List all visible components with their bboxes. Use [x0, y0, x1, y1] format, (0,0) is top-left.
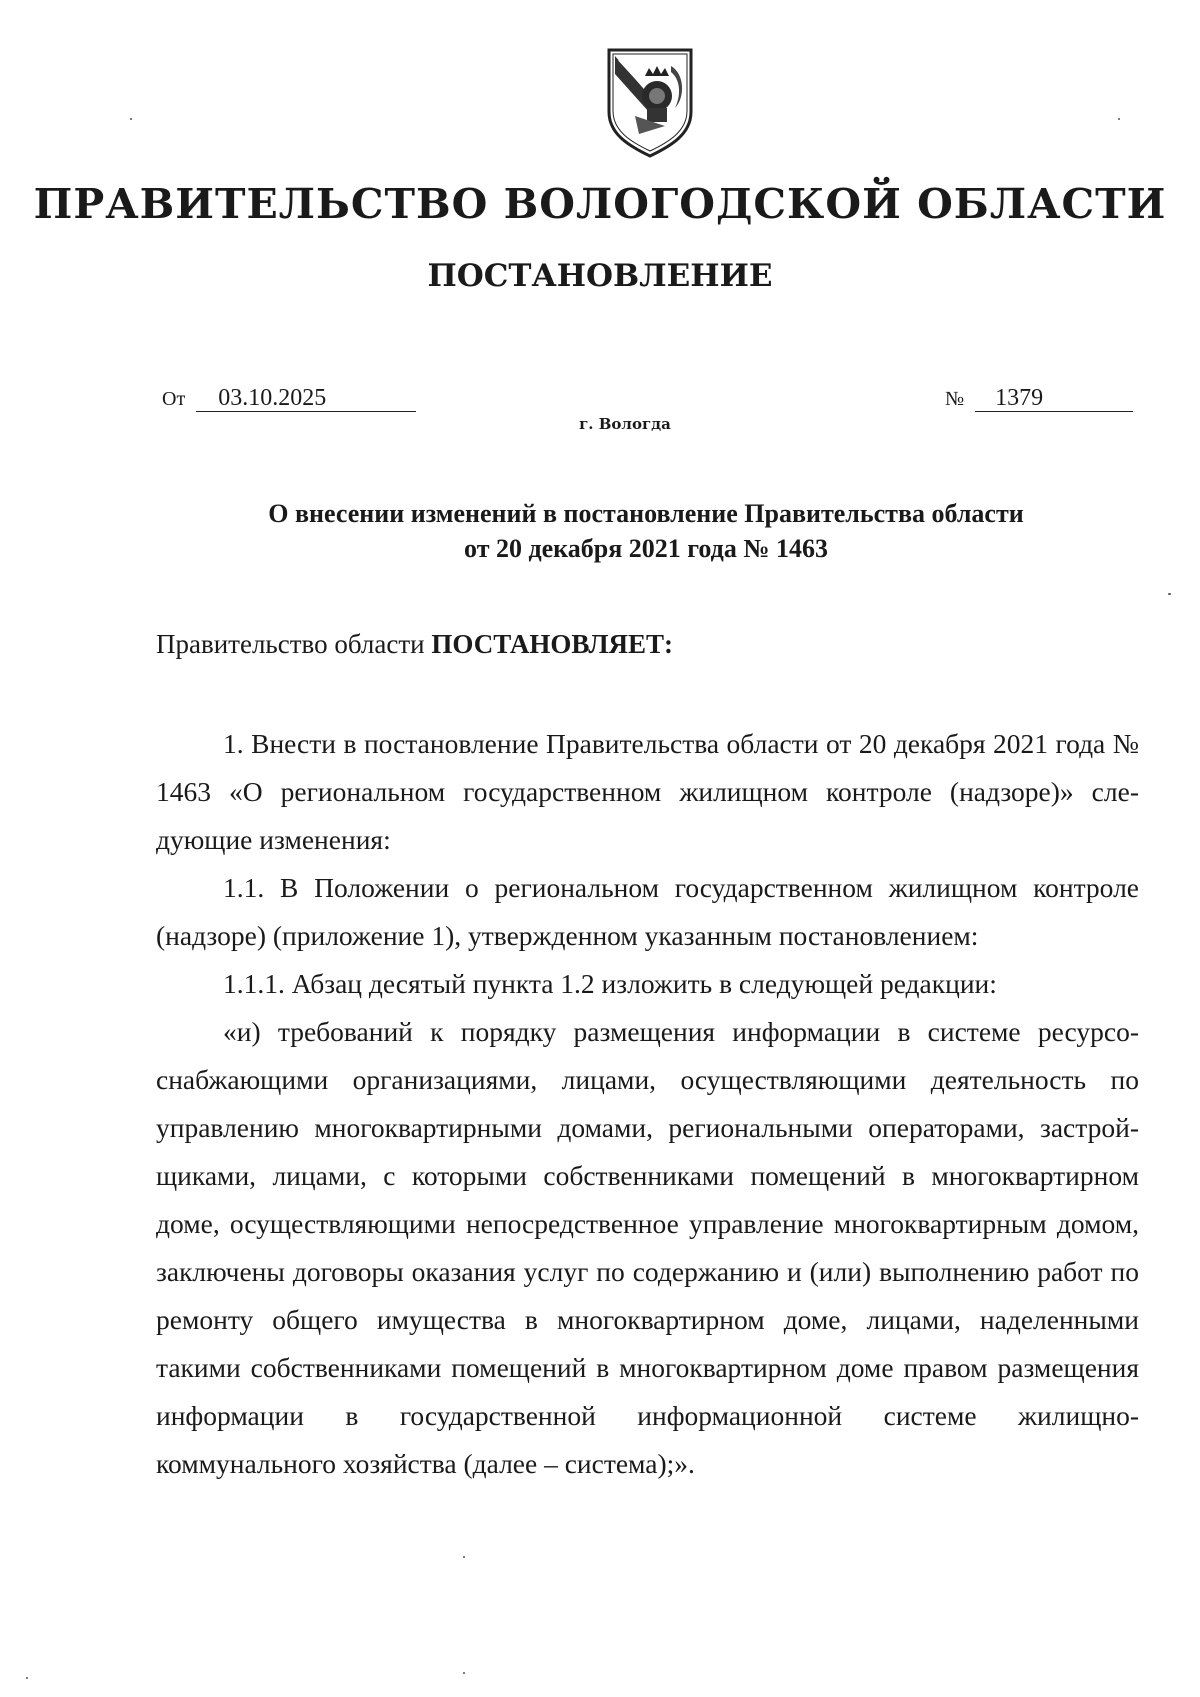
scan-speck [26, 1677, 28, 1679]
document-body [156, 720, 1139, 1488]
date-prefix: От [162, 388, 186, 410]
body-paragraph: 1. Внести в постановление Правительства области от 20 декабря 2021 года № 1463 «О региональном государственном жилищном контроле (надзоре)» следующие изменения: [156, 728, 1139, 855]
resolution-verb: ПОСТАНОВЛЯЕТ: [431, 629, 673, 659]
government-name-heading: ПРАВИТЕЛЬСТВО ВОЛОГОДСКОЙ ОБЛАСТИ [33, 180, 1167, 228]
body-paragraph: «и) требований к порядку размещения информации в системе ресурсоснабжающими организациями, лицами, осуществляющими деятельность по управлению многоквартирными домами, региональными операторами, застройщиками, лицами, с которыми собственниками помещений в многоквартирном доме, осуществляющими непосредственное управление многоквартирным домом, заключены договоры оказания услуг по содержанию и (или) выполнению работ по ремонту общего имущества в многоквартирном доме, лицами, наделенными такими собственниками помещений в многоквартирном доме правом размещения информации в государственной информационной системе жилищно-коммунального хозяйства (далее – система);». [156, 1016, 1139, 1479]
scan-speck [1118, 118, 1120, 120]
document-number [945, 385, 1133, 412]
subject-line-1: О внесении изменений в постановление Правительства области [268, 499, 1024, 528]
subject-line-2: от 20 декабря 2021 года № 1463 [464, 534, 828, 563]
scan-speck [463, 1556, 465, 1558]
body-paragraph: 1.1. В Положении о региональном государственном жилищном контроле (надзоре) (приложение 1), утвержденном указанным постановлением: [156, 872, 1139, 951]
vologda-coat-of-arms-icon [605, 46, 695, 160]
resolution-lead: Правительство области [156, 629, 425, 659]
date-value: 03.10.2025 [196, 385, 416, 412]
body-paragraph: 1.1.1. Абзац десятый пункта 1.2 изложить в следующей редакции: [223, 968, 997, 999]
resolution-statement [156, 629, 673, 660]
scan-speck [1168, 593, 1171, 595]
scan-speck [463, 1672, 465, 1674]
document-subject [160, 496, 1132, 566]
number-prefix: № [945, 388, 965, 410]
document-type-heading: ПОСТАНОВЛЕНИЕ [427, 258, 773, 294]
issuing-city: г. Вологда [579, 415, 671, 433]
number-value: 1379 [975, 385, 1133, 412]
scan-speck [130, 118, 132, 120]
document-date [162, 385, 416, 412]
